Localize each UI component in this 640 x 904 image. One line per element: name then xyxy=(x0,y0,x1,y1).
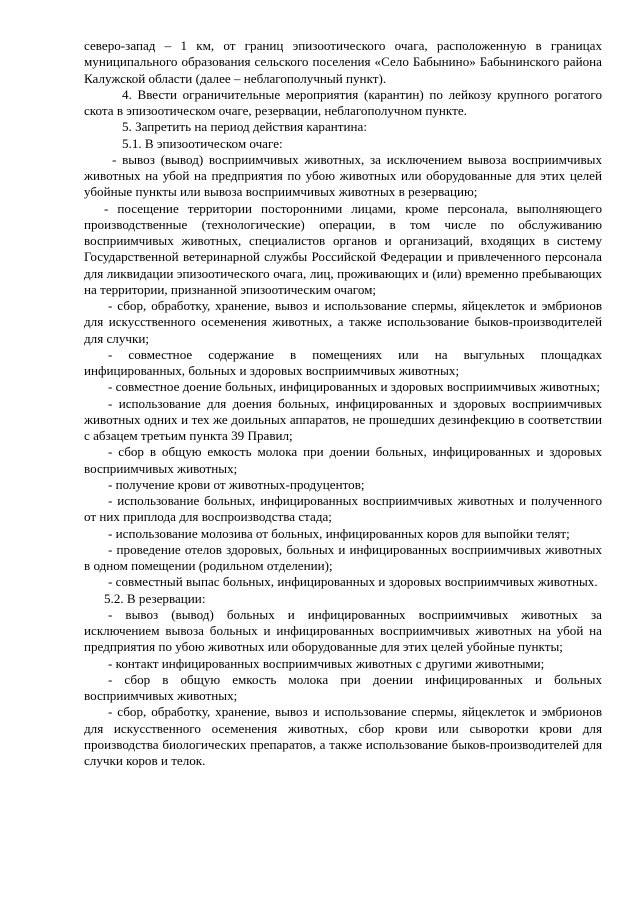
list-item: - сбор в общую емкость молока при доении инфицированных и больных восприимчивых животных; xyxy=(84,671,602,703)
list-item: - совместное доение больных, инфицированных и здоровых восприимчивых животных; xyxy=(108,379,601,395)
list-item: - получение крови от животных-продуцентов; xyxy=(108,476,365,492)
list-item: - совместное содержание в помещениях или на выгульных площадках инфицированных, больных и здоровых восприимчивых животных; xyxy=(84,346,602,378)
list-item: - использование для доения больных, инфицированных и здоровых восприимчивых животных одних и тех же доильных аппаратов, не прошедших дезинфекцию в соответствии с абзацем третьим пункта 39 Правил; xyxy=(84,395,602,443)
list-item: - проведение отелов здоровых, больных и инфицированных восприимчивых животных в одном помещении (родильном отделении); xyxy=(84,541,602,573)
document-body xyxy=(84,38,602,769)
paragraph-item-5-2-heading: 5.2. В резервации: xyxy=(104,590,206,606)
paragraph-item-4: 4. Ввести ограничительные мероприятия (карантин) по лейкозу крупного рогатого скота в эпизоотическом очаге, резервации, неблагополучном пункте. xyxy=(84,86,602,118)
list-item: - совместный выпас больных, инфицированных и здоровых восприимчивых животных. xyxy=(108,574,598,590)
paragraph-item-5-1-heading: 5.1. В эпизоотическом очаге: xyxy=(122,135,283,151)
paragraph-item-5: 5. Запретить на период действия карантина: xyxy=(122,119,367,135)
list-item: - посещение территории посторонними лицами, кроме персонала, выполняющего производственные (технологические) операции, в том числе по обслуживанию восприимчивых животных, специалистов органов и организаций, входящих в систему Государственной ветеринарной службы Российской Федерации и привлеченного персонала для ликвидации эпизоотического очага, лиц, проживающих и (или) временно пребывающих на территории, признанной эпизоотическим очагом; xyxy=(84,200,602,297)
list-item: - контакт инфицированных восприимчивых животных с другими животными; xyxy=(108,655,545,671)
list-item: - вывоз (вывод) больных и инфицированных восприимчивых животных за исключением вывоза больных и инфицированных восприимчивых животных на убой на предприятия по убою животных или оборудованные для этих целей убойные пункты; xyxy=(84,606,602,655)
list-item: - вывоз (вывод) восприимчивых животных, за исключением вывоза восприимчивых животных на убой на предприятия по убою животных или оборудованные для этих целей убойные пункты или вывоза восприимчивых животных в резервацию; xyxy=(84,151,602,200)
list-item: - использование молозива от больных, инфицированных коров для выпойки телят; xyxy=(108,525,570,541)
list-item: - использование больных, инфицированных восприимчивых животных и полученного от них приплода для воспроизводства стада; xyxy=(84,493,602,525)
paragraph-quarantine-zone-continuation: северо-запад – 1 км, от границ эпизоотического очага, расположенную в границах муниципального образования сельского поселения «Село Бабынино» Бабынинского района Калужской области (далее – неблагополучный пункт). xyxy=(84,38,602,86)
list-item: - сбор, обработку, хранение, вывоз и использование спермы, яйцеклеток и эмбрионов для искусственного осеменения животных, сбор крови или сыворотки крови для производства биологических препаратов, а также использование быков-производителей для случки коров и телок. xyxy=(84,704,602,768)
list-item: - сбор в общую емкость молока при доении больных, инфицированных и здоровых восприимчивых животных; xyxy=(84,444,602,476)
list-item: - сбор, обработку, хранение, вывоз и использование спермы, яйцеклеток и эмбрионов для искусственного осеменения животных, а также использование быков-производителей для случки; xyxy=(84,298,602,346)
